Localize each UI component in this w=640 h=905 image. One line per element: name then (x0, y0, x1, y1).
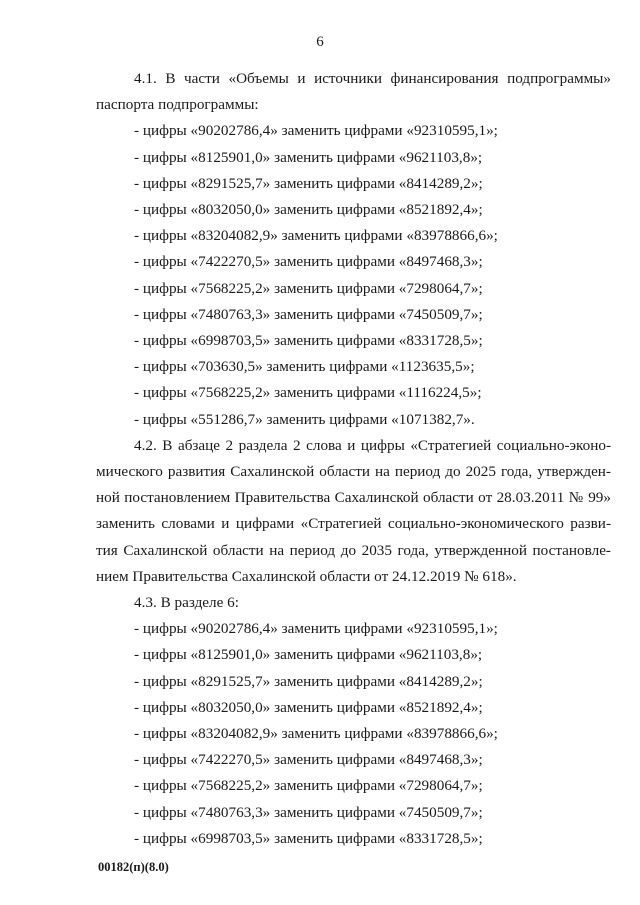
list-item: - цифры «8291525,7» заменить цифрами «8414289,2»; (134, 672, 483, 690)
list-item: - цифры «7422270,5» заменить цифрами «8497468,3»; (134, 751, 483, 769)
list-item: - цифры «90202786,4» заменить цифрами «92310595,1»; (134, 122, 498, 140)
section-4-3 (96, 590, 611, 852)
paragraph-line: мического развития Сахалинской области на период до 2025 года, утвержден- (96, 463, 611, 481)
section-4-1 (96, 66, 611, 433)
paragraph-line: заменить словами и цифрами «Стратегией социально-экономического разви- (96, 515, 611, 533)
list-item: - цифры «8032050,0» заменить цифрами «8521892,4»; (134, 201, 483, 219)
paragraph-line: 4.2. В абзаце 2 раздела 2 слова и цифры «Стратегией социально-эконо- (134, 436, 611, 454)
section-4-1-list (96, 118, 611, 432)
list-item: - цифры «7480763,3» заменить цифрами «7450509,7»; (134, 305, 483, 323)
section-4-3-intro: 4.3. В разделе 6: (134, 594, 239, 612)
list-item: - цифры «83204082,9» заменить цифрами «83978866,6»; (134, 725, 498, 743)
list-item: - цифры «7568225,2» заменить цифрами «7298064,7»; (134, 777, 483, 795)
list-item: - цифры «7422270,5» заменить цифрами «8497468,3»; (134, 253, 483, 271)
list-item: - цифры «703630,5» заменить цифрами «1123635,5»; (134, 358, 475, 376)
footer-document-code: 00182(п)(8.0) (98, 860, 169, 874)
section-4-1-intro-line-2: паспорта подпрограммы: (96, 96, 259, 114)
list-item: - цифры «83204082,9» заменить цифрами «83978866,6»; (134, 227, 498, 245)
list-item: - цифры «8125901,0» заменить цифрами «9621103,8»; (134, 148, 483, 166)
document-body (96, 66, 611, 852)
list-item: - цифры «7568225,2» заменить цифрами «7298064,7»; (134, 279, 483, 297)
paragraph-line: тия Сахалинской области на период до 2035 года, утвержденной постановле- (96, 541, 611, 559)
section-4-1-intro-line-1: 4.1. В части «Объемы и источники финансирования подпрограммы» (134, 70, 611, 87)
section-4-3-list (96, 616, 611, 852)
paragraph-line: нием Правительства Сахалинской области от 24.12.2019 № 618». (96, 567, 517, 585)
list-item: - цифры «551286,7» заменить цифрами «1071382,7». (134, 410, 475, 428)
list-item: - цифры «6998703,5» заменить цифрами «8331728,5»; (134, 829, 483, 847)
list-item: - цифры «6998703,5» заменить цифрами «8331728,5»; (134, 332, 483, 350)
page-number: 6 (316, 34, 324, 50)
paragraph-line: ной постановлением Правительства Сахалинской области от 28.03.2011 № 99» (96, 489, 611, 507)
list-item: - цифры «7480763,3» заменить цифрами «7450509,7»; (134, 803, 483, 821)
list-item: - цифры «90202786,4» заменить цифрами «92310595,1»; (134, 620, 498, 638)
list-item: - цифры «8291525,7» заменить цифрами «8414289,2»; (134, 174, 483, 192)
section-4-2 (96, 433, 611, 590)
list-item: - цифры «7568225,2» заменить цифрами «1116224,5»; (134, 384, 482, 402)
list-item: - цифры «8125901,0» заменить цифрами «9621103,8»; (134, 646, 483, 664)
list-item: - цифры «8032050,0» заменить цифрами «8521892,4»; (134, 698, 483, 716)
